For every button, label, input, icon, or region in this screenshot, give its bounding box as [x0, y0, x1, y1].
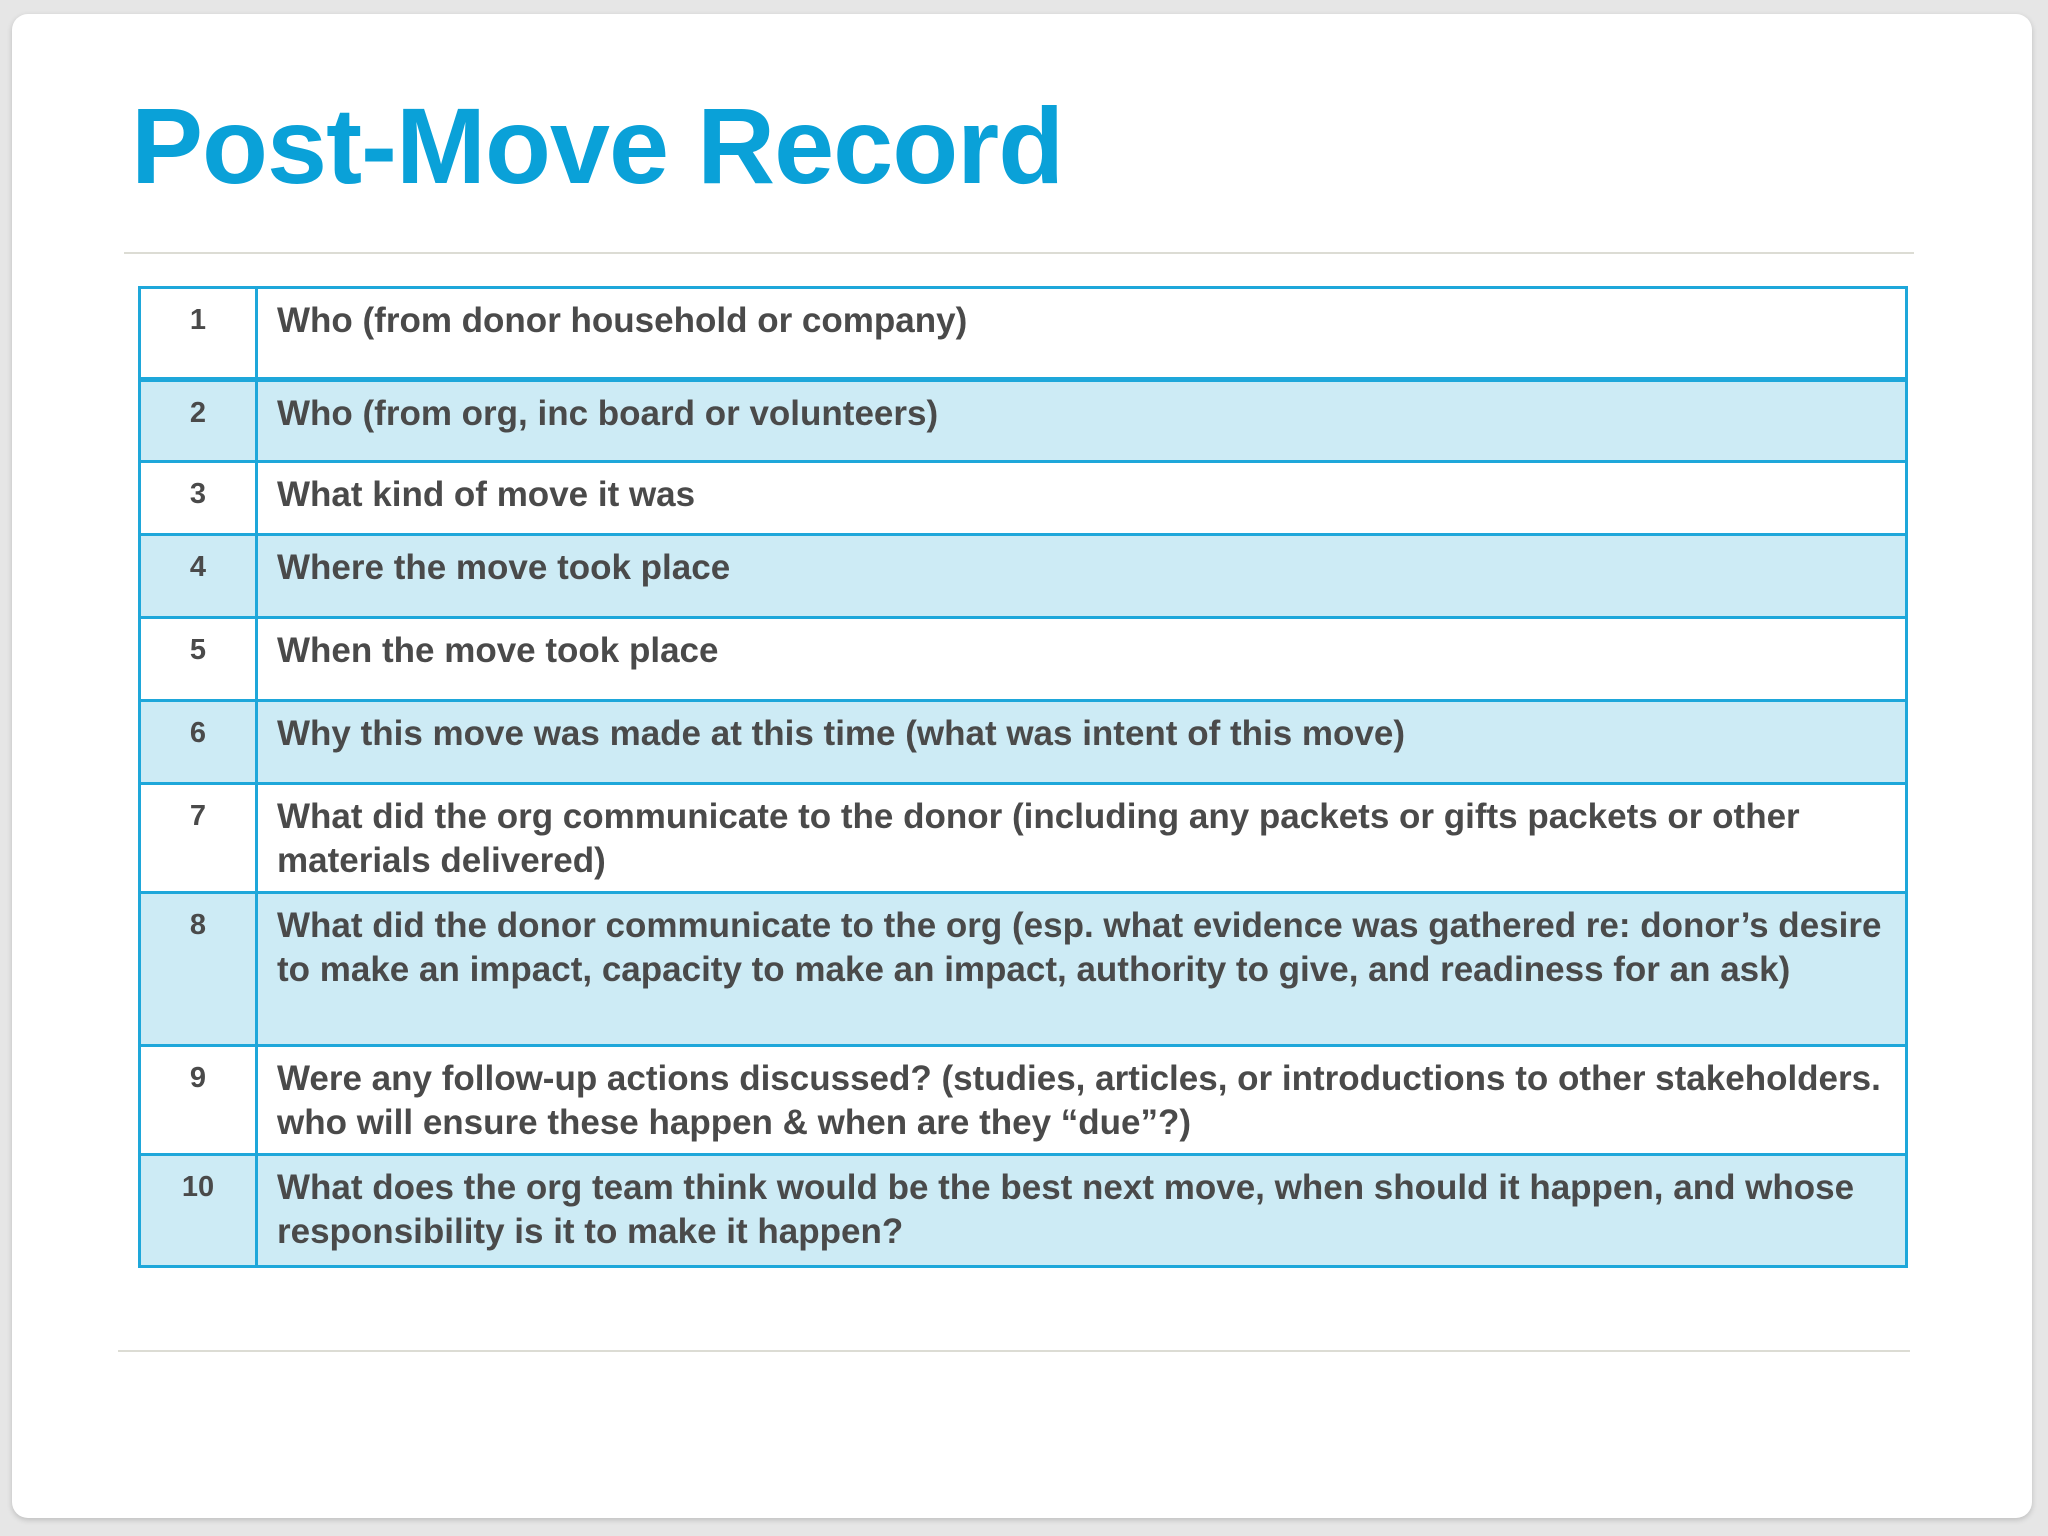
row-text: What kind of move it was — [257, 462, 1907, 535]
row-text: Who (from donor household or company) — [257, 288, 1907, 380]
post-move-record-table — [138, 286, 1908, 1268]
row-text: Were any follow-up actions discussed? (studies, articles, or introductions to other stakeholders. who will ensure these happen & when are they “due”?) — [257, 1046, 1907, 1155]
row-number: 8 — [140, 893, 257, 1046]
row-number: 5 — [140, 618, 257, 701]
row-text: Who (from org, inc board or volunteers) — [257, 380, 1907, 462]
table-row — [140, 893, 1907, 1046]
table-row — [140, 701, 1907, 784]
table-row — [140, 462, 1907, 535]
table-row — [140, 288, 1907, 380]
table-row — [140, 1046, 1907, 1155]
table-row — [140, 618, 1907, 701]
row-text: Where the move took place — [257, 535, 1907, 618]
row-number: 4 — [140, 535, 257, 618]
table-row — [140, 380, 1907, 462]
row-text: What does the org team think would be the best next move, when should it happen, and whose responsibility is it to make it happen? — [257, 1155, 1907, 1267]
top-divider — [124, 252, 1914, 254]
row-text: What did the donor communicate to the org (esp. what evidence was gathered re: donor’s desire to make an impact, capacity to make an impact, authority to give, and readiness for an ask) — [257, 893, 1907, 1046]
table-row — [140, 535, 1907, 618]
table-row — [140, 1155, 1907, 1267]
row-number: 6 — [140, 701, 257, 784]
row-number: 2 — [140, 380, 257, 462]
bottom-divider — [118, 1350, 1910, 1352]
row-number: 10 — [140, 1155, 257, 1267]
row-number: 9 — [140, 1046, 257, 1155]
row-text: What did the org communicate to the donor (including any packets or gifts packets or other materials delivered) — [257, 784, 1907, 893]
row-number: 7 — [140, 784, 257, 893]
row-number: 3 — [140, 462, 257, 535]
row-number: 1 — [140, 288, 257, 380]
row-text: When the move took place — [257, 618, 1907, 701]
table-row — [140, 784, 1907, 893]
row-text: Why this move was made at this time (what was intent of this move) — [257, 701, 1907, 784]
page-title: Post-Move Record — [131, 85, 1064, 206]
